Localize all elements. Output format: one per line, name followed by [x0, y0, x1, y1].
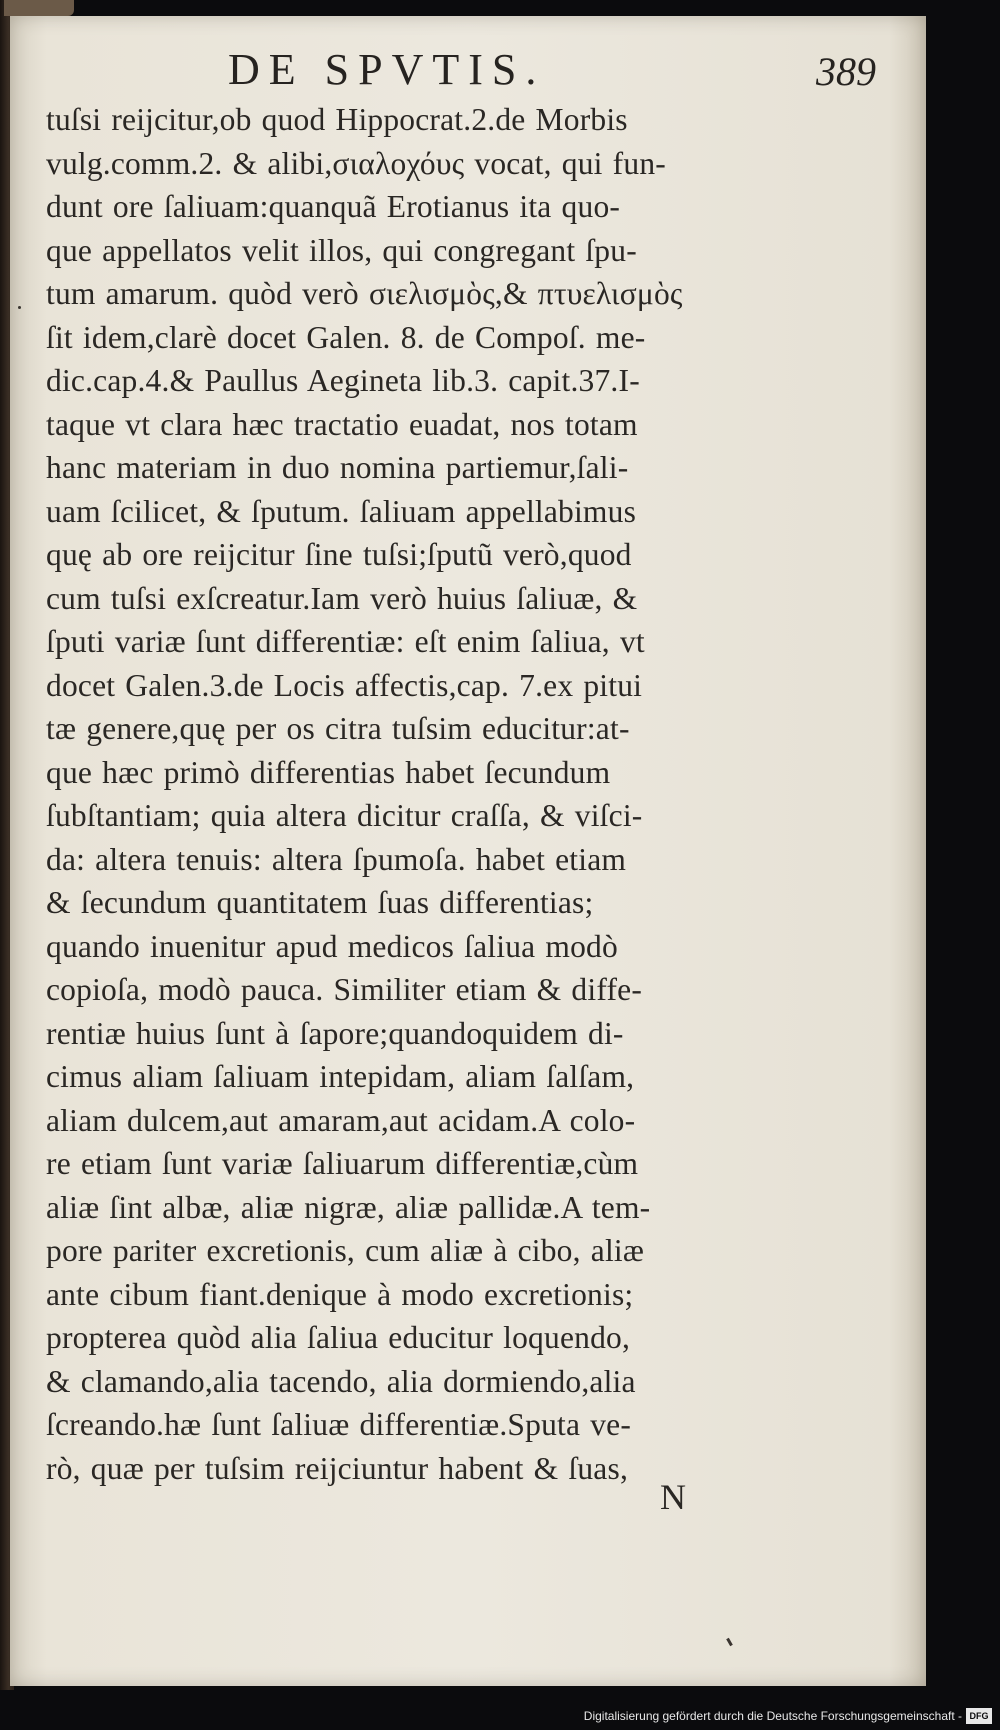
- margin-speck: [18, 306, 21, 309]
- text-line: copioſa, modò pauca. Similiter etiam & diffe-: [46, 972, 643, 1007]
- text-line: rentiæ huius ſunt à ſapore;quandoquidem di-: [46, 1015, 624, 1051]
- page-number: 389: [816, 49, 876, 94]
- text-line: dic.cap.4.& Paullus Aegineta lib.3. capit.37.I-: [46, 363, 640, 398]
- text-line: hanc materiam in duo nomina partiemur,ſali-: [46, 450, 629, 485]
- text-line: cum tuſsi exſcreatur.Iam verò huius ſaliuæ, &: [46, 580, 638, 616]
- book-page: [10, 16, 926, 1686]
- text-line: dunt ore ſaliuam:quanquã Erotianus ita quo-: [46, 189, 621, 224]
- body-text: [46, 98, 806, 1490]
- funding-credit: Digitalisierung gefördert durch die Deutsche Forschungsgemeinschaft -: [583, 1709, 962, 1723]
- text-line: & ſecundum quantitatem ſuas differentias;: [46, 885, 594, 920]
- text-line: & clamando,alia tacendo, alia dormiendo,alia: [46, 1363, 636, 1399]
- text-line: tuſsi reijcitur,ob quod Hippocrat.2.de Morbis: [46, 102, 628, 137]
- running-head: [10, 38, 926, 98]
- text-line: ſcreando.hæ ſunt ſaliuæ differentiæ.Sputa ve-: [46, 1407, 632, 1442]
- text-line: que appellatos velit illos, qui congregant ſpu-: [46, 232, 637, 268]
- text-line: quando inuenitur apud medicos ſaliua modò: [46, 928, 618, 964]
- running-head-title: DE SPVTIS.: [228, 45, 546, 94]
- text-line: rò, quæ per tuſsim reijciuntur habent & ſuas,: [46, 1450, 629, 1486]
- text-line: aliæ ſint albæ, aliæ nigræ, aliæ pallidæ.A tem-: [46, 1189, 651, 1225]
- text-line: tæ genere,quę per os citra tuſsim educitur:at-: [46, 711, 630, 746]
- text-line: taque vt clara hæc tractatio euadat, nos totam: [46, 406, 638, 442]
- digitization-footer: [0, 1704, 1000, 1730]
- text-line: pore pariter excretionis, cum aliæ à cibo, aliæ: [46, 1233, 645, 1268]
- text-line: ſputi variæ ſunt differentiæ: eſt enim ſaliua, vt: [46, 624, 645, 659]
- catchword: N: [660, 1477, 686, 1517]
- text-line: ſit idem,clarè docet Galen. 8. de Compoſ. me-: [46, 319, 646, 355]
- dfg-logo: DFG: [966, 1708, 992, 1724]
- text-line: vulg.comm.2. & alibi,σιαλοχόυς vocat, qui fun-: [46, 145, 666, 181]
- text-line: tum amarum. quòd verò σιελισμὸς,& πτυελισμὸς: [46, 276, 683, 311]
- ink-speck: [726, 1638, 733, 1646]
- text-line: re etiam ſunt variæ ſaliuarum differentiæ,cùm: [46, 1146, 639, 1181]
- text-line: docet Galen.3.de Locis affectis,cap. 7.ex pitui: [46, 667, 643, 703]
- page-tab-marker: [4, 0, 74, 16]
- text-line: que hæc primò differentias habet ſecundum: [46, 754, 611, 790]
- text-line: ſubſtantiam; quia altera dicitur craſſa, & viſci-: [46, 798, 643, 833]
- text-line: ante cibum fiant.denique à modo excretionis;: [46, 1276, 634, 1312]
- text-line: da: altera tenuis: altera ſpumoſa. habet etiam: [46, 841, 627, 877]
- text-line: uam ſcilicet, & ſputum. ſaliuam appellabimus: [46, 493, 637, 529]
- text-line: aliam dulcem,aut amaram,aut acidam.A colo-: [46, 1102, 636, 1138]
- text-line: cimus aliam ſaliuam intepidam, aliam ſalſam,: [46, 1059, 635, 1094]
- text-line: quę ab ore reijcitur ſine tuſsi;ſputũ verò,quod: [46, 537, 632, 572]
- text-line: propterea quòd alia ſaliua educitur loquendo,: [46, 1320, 631, 1355]
